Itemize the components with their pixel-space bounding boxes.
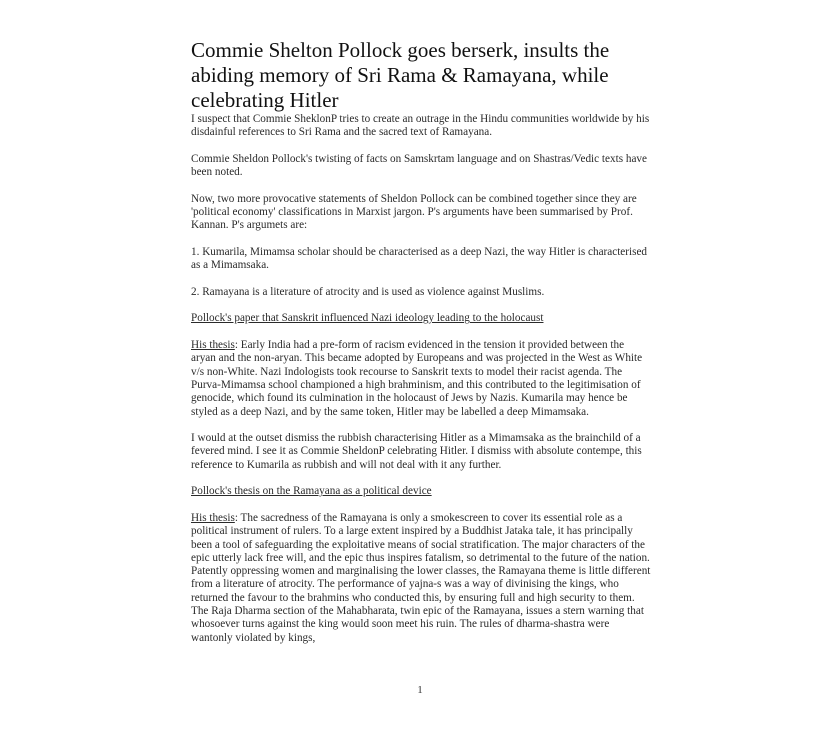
- paragraph-point-1: 1. Kumarila, Mimamsa scholar should be characterised as a deep Nazi, the way Hitler is characterised as a Mimamsaka.: [191, 245, 648, 272]
- paragraph-thesis-1: [191, 339, 651, 419]
- thesis-label: His thesis: [191, 511, 235, 524]
- document-body: [191, 113, 651, 658]
- document-title: Commie Shelton Pollock goes berserk, insults the abiding memory of Sri Rama & Ramayana, while celebrating Hitler: [191, 38, 610, 112]
- page-number: 1: [417, 684, 423, 696]
- paragraph-arguments: Now, two more provocative statements of Sheldon Pollock can be combined together since they are 'political economy' classifications in Marxist jargon. P's arguments have been summarised by Prof. Kannan. P's argumets are:: [191, 192, 637, 232]
- thesis-label: His thesis: [191, 339, 235, 352]
- paragraph-twisting: Commie Sheldon Pollock's twisting of facts on Samskrtam language and on Shastras/Vedic texts have been noted.: [191, 152, 647, 179]
- paragraph-dismiss: I would at the outset dismiss the rubbish characterising Hitler as a Mimamsaka as the brainchild of a fevered mind. I see it as Commie SheldonP celebrating Hitler. I dismiss with absolute contempe, this reference to Kumarila as rubbish and will not deal with it any further.: [191, 432, 642, 471]
- paragraph-intro: I suspect that Commie SheklonP tries to create an outrage in the Hindu communities worldwide by his disdainful references to Sri Rama and the sacred text of Ramayana.: [191, 113, 650, 139]
- section-heading-ramayana: Pollock's thesis on the Ramayana as a political device: [191, 485, 432, 498]
- paragraph-point-2: 2. Ramayana is a literature of atrocity and is used as violence against Muslims.: [191, 285, 545, 298]
- thesis-text: : Early India had a pre-form of racism evidenced in the tension it provided between the aryan and the non-aryan. This became adopted by Europeans and was projected in the West as White v/s non-White. Nazi Indologists took recourse to Sanskrit texts to model their racist agenda. The Purva-Mimamsa school championed a high brahminism, and this contributed to the legitimisation of genocide, which found its culmination in the holocaust of Jews by Nazis. Kumarila may hence be styled as a deep Nazi, and by the same token, Hitler may be labelled a deep Mimamsaka.: [191, 339, 643, 418]
- paragraph-thesis-2: [191, 512, 651, 645]
- section-heading-nazi: Pollock's paper that Sanskrit influenced Nazi ideology leading to the holocaust: [191, 312, 544, 325]
- thesis-text: : The sacredness of the Ramayana is only a smokescreen to cover its essential role as a political instrument of rulers. To a large extent inspired by a Buddhist Jataka tale, it has principally been a tool of safeguarding the exploitative means of social stratification. The major characters of the epic utterly lack free will, and the epic thus inspires fatalism, so detrimental to the future of the nation. Patently oppressing women and marginalising the lower classes, the Ramayana theme is little different from a literature of atrocity. The performance of yajna-s was a way of divinising the kings, who returned the favour to the brahmins who conducted this, by ensuring full and high security to them. The Raja Dharma section of the Mahabharata, twin epic of the Ramayana, issues a stern warning that whosoever turns against the king would soon meet his ruin. The rules of dharma-shastra were wantonly violated by kings,: [191, 511, 651, 644]
